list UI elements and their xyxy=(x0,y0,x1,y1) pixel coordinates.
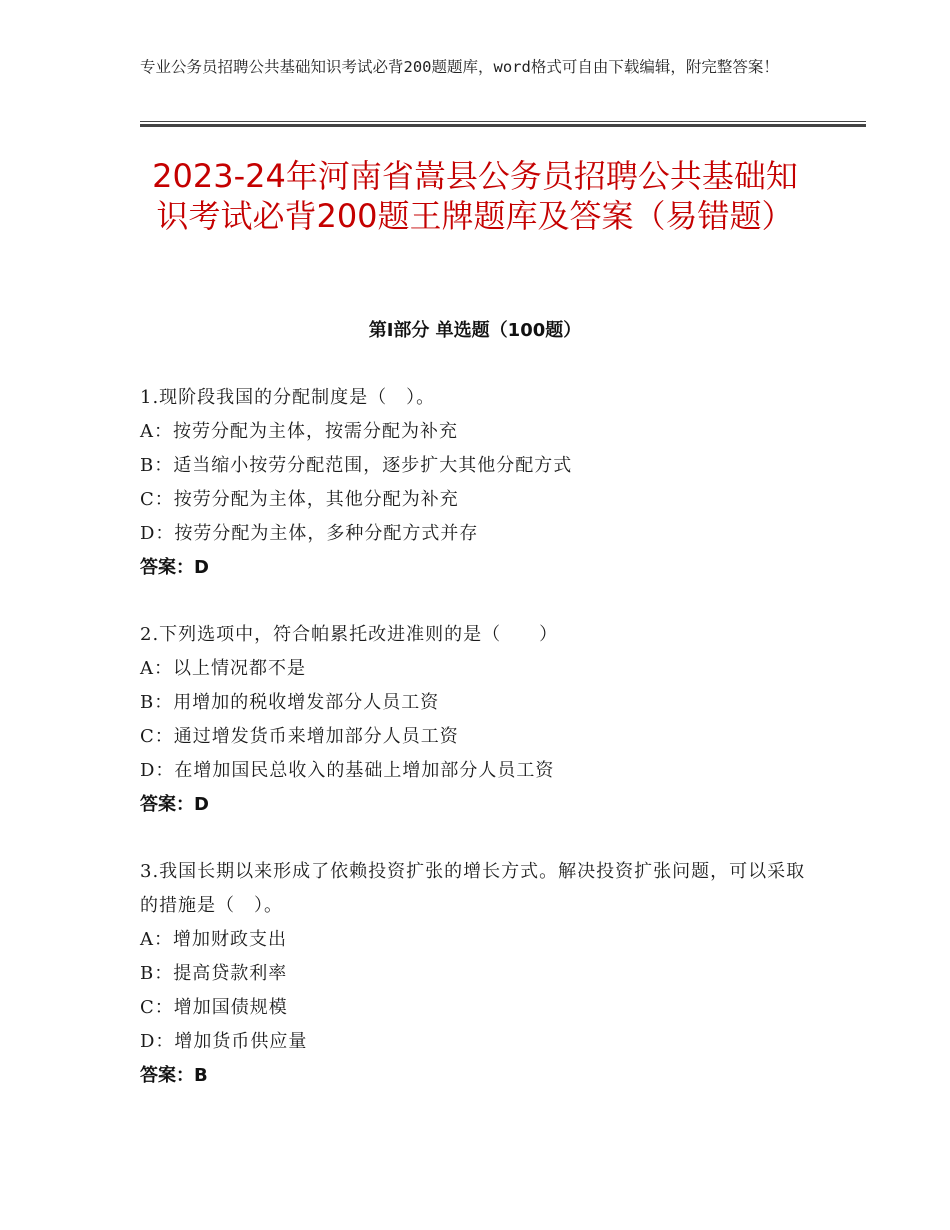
option-c: C：增加国债规模 xyxy=(140,997,288,1018)
question-stem: 1.现阶段我国的分配制度是（ ）。 xyxy=(140,387,436,408)
option-d: D：在增加国民总收入的基础上增加部分人员工资 xyxy=(140,760,555,781)
option-d: D：增加货币供应量 xyxy=(140,1031,308,1052)
header-note: 专业公务员招聘公共基础知识考试必背200题题库，word格式可自由下载编辑，附完整答案！ xyxy=(140,58,779,76)
answer: 答案：B xyxy=(140,1065,208,1086)
header-divider-thick xyxy=(140,124,866,127)
answer: 答案：D xyxy=(140,794,209,815)
option-c: C：通过增发货币来增加部分人员工资 xyxy=(140,726,459,747)
option-a: A：按劳分配为主体，按需分配为补充 xyxy=(140,421,458,442)
answer: 答案：D xyxy=(140,557,209,578)
question-list xyxy=(140,381,820,1126)
option-b: B：提高贷款利率 xyxy=(140,963,288,984)
question-stem: 2.下列选项中，符合帕累托改进准则的是（ ） xyxy=(140,624,559,645)
document-title: 2023-24年河南省嵩县公务员招聘公共基础知识考试必背200题王牌题库及答案（易错题） xyxy=(152,157,798,235)
option-d: D：按劳分配为主体，多种分配方式并存 xyxy=(140,523,479,544)
option-a: A：增加财政支出 xyxy=(140,929,287,950)
option-b: B：适当缩小按劳分配范围，逐步扩大其他分配方式 xyxy=(140,455,573,476)
question-2 xyxy=(140,618,820,822)
header-divider-thin xyxy=(140,121,866,122)
option-b: B：用增加的税收增发部分人员工资 xyxy=(140,692,440,713)
option-a: A：以上情况都不是 xyxy=(140,658,306,679)
question-1 xyxy=(140,381,820,585)
option-c: C：按劳分配为主体，其他分配为补充 xyxy=(140,489,459,510)
question-3 xyxy=(140,855,820,1093)
section-title: 第Ⅰ部分 单选题（100题） xyxy=(368,320,582,341)
question-stem: 3.我国长期以来形成了依赖投资扩张的增长方式。解决投资扩张问题，可以采取的措施是（ ）。 xyxy=(140,861,806,916)
